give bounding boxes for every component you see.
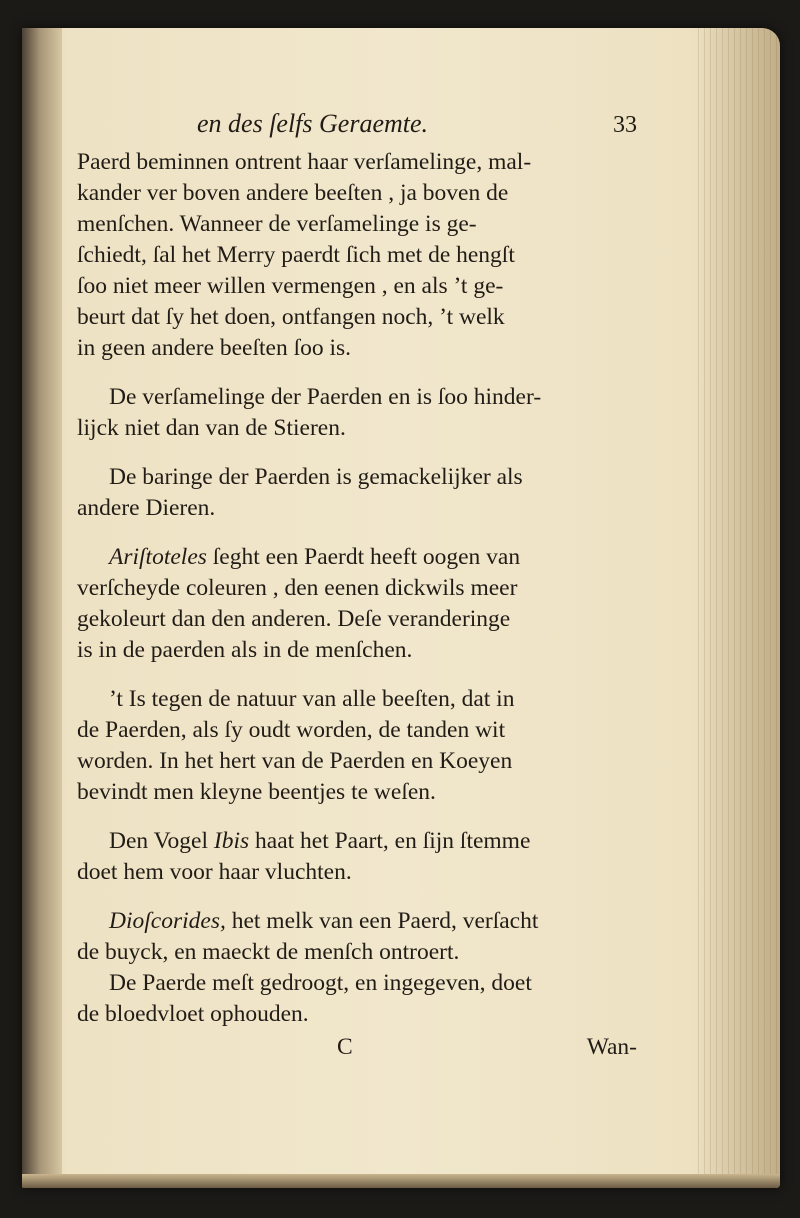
text-line: kander ver boven andere beeſten , ja boven de [77,180,509,206]
text-fragment: haat het Paart, en ſijn ſtemme [255,828,531,854]
page-bottom-edge [22,1174,780,1188]
text-line [77,906,637,937]
text-line: andere Dieren. [77,495,216,521]
signature-mark: C [337,1034,353,1060]
page-edge [698,28,780,1188]
paragraph-4 [77,542,637,666]
text-line: in geen andere beeſten ſoo is. [77,335,352,361]
text-line: gekoleurt dan den anderen. Deſe veranderinge [77,606,511,632]
text-line: beurt dat ſy het doen, ontfangen noch, ’t welk [77,304,505,330]
page-footer [77,1032,637,1063]
text-line: bevindt men kleyne beentjes te weſen. [77,779,436,805]
paragraph-2 [77,382,637,444]
author-name: Ariſtoteles [109,544,207,570]
paragraph-5 [77,684,637,808]
text-line: Paerd beminnen ontrent haar verſamelinge, mal- [77,149,532,175]
author-name: Dioſcorides, [109,908,226,934]
text-line: ſchiedt, ſal het Merry paerdt ſich met de hengſt [77,242,515,268]
page-header [77,108,637,141]
text-line: is in de paerden als in de menſchen. [77,637,413,663]
paragraph-8 [77,968,637,1030]
paragraph-3 [77,462,637,524]
text-line: de buyck, en maeckt de menſch ontroert. [77,939,460,965]
paragraph-6 [77,826,637,888]
text-line: verſcheyde coleuren , den eenen dickwils meer [77,575,518,601]
page-text [77,108,637,1063]
running-title: en des ſelfs Geraemte. [197,109,429,138]
text-line: De Paerde meſt gedroogt, en ingegeven, doet [109,970,532,996]
text-line: worden. In het hert van de Paerden en Koeyen [77,748,513,774]
text-line: de bloedvloet ophouden. [77,1001,309,1027]
book-page [22,28,780,1188]
bird-name: Ibis [213,828,250,854]
paragraph-7 [77,906,637,968]
paragraph-1 [77,147,637,364]
text-line: lijck niet dan van de Stieren. [77,415,346,441]
text-fragment: ſeght een Paerdt heeft oogen van [212,544,521,570]
text-line: menſchen. Wanneer de verſamelinge is ge- [77,211,477,237]
text-fragment: het melk van een Paerd, verſacht [231,908,539,934]
page-gutter [22,28,62,1188]
page-number: 33 [613,112,637,138]
catchword: Wan- [586,1034,637,1060]
text-line: De verſamelinge der Paerden en is ſoo hinder- [109,384,542,410]
text-line: ſoo niet meer willen vermengen , en als ’t ge- [77,273,504,299]
text-line: ’t Is tegen de natuur van alle beeſten, dat in [109,686,515,712]
text-line: doet hem voor haar vluchten. [77,859,352,885]
text-line: De baringe der Paerden is gemackelijker als [109,464,523,490]
text-line [77,826,637,857]
text-fragment: Den Vogel [109,828,209,854]
text-line [77,542,637,573]
text-line: de Paerden, als ſy oudt worden, de tanden wit [77,717,506,743]
